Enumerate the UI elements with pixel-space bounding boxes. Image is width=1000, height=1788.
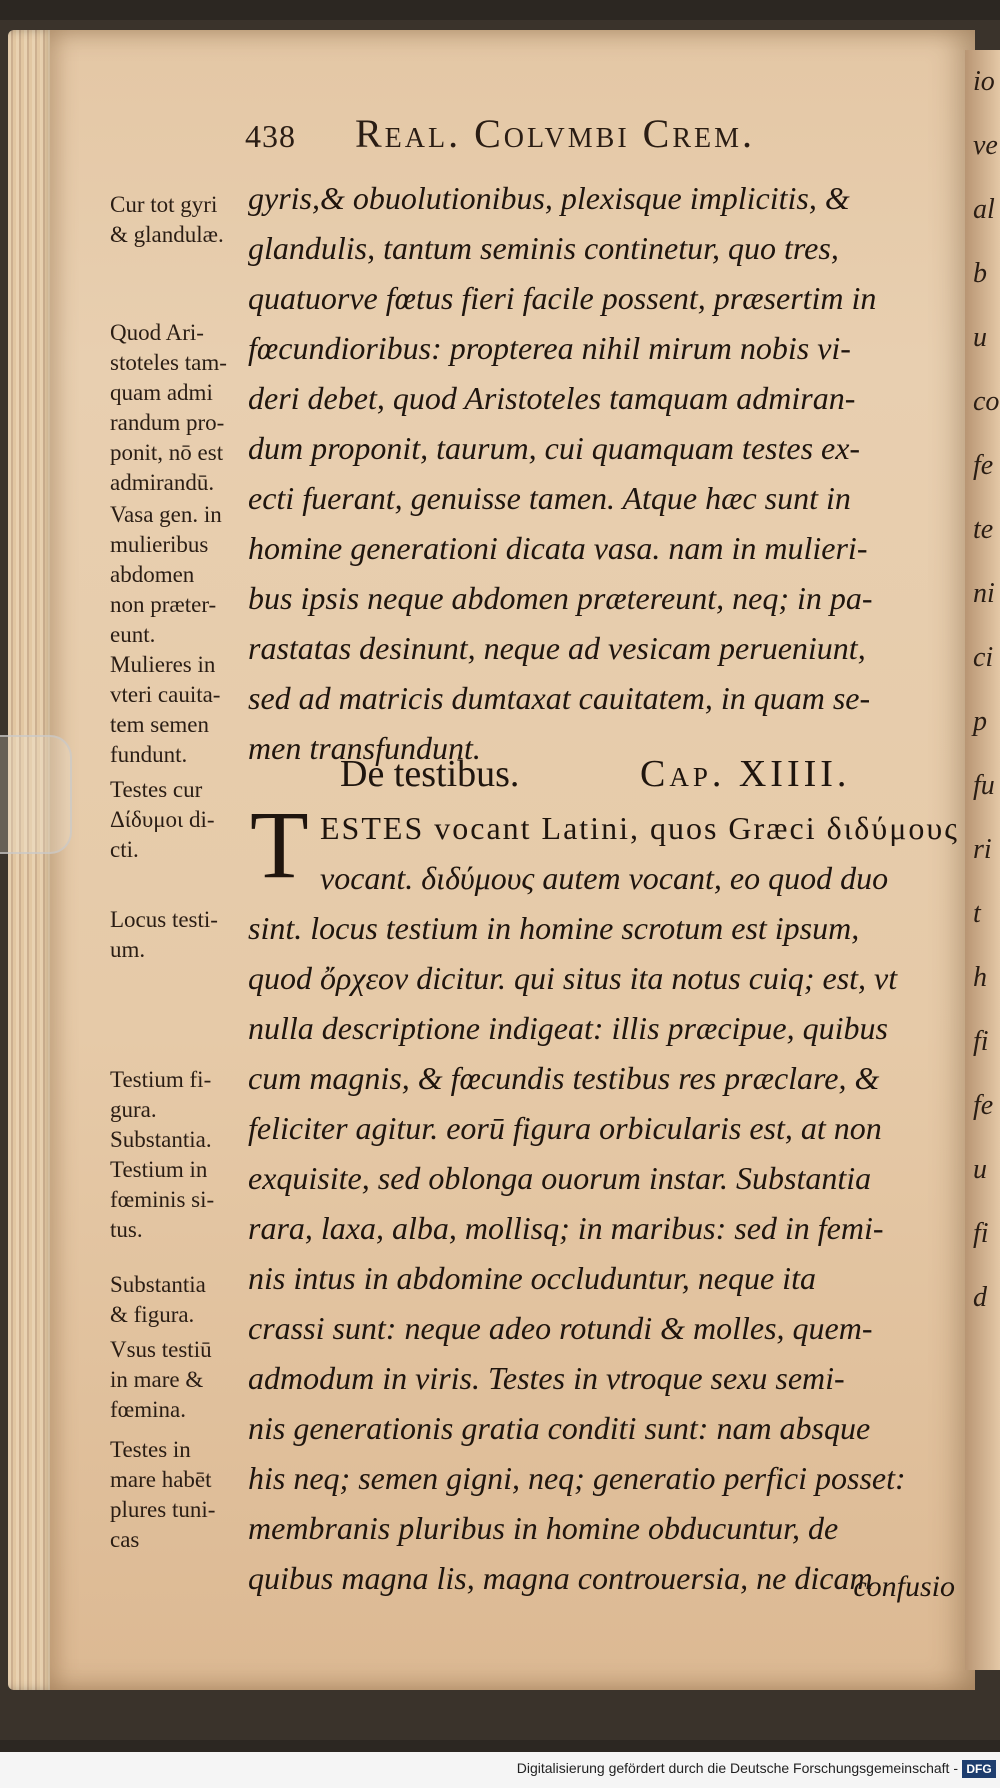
margin-note: Testium in fœminis si- tus. [110, 1157, 215, 1242]
running-title: Real. Colvmbi Crem. [355, 111, 756, 156]
text-line: glandulis, tantum seminis continetur, quo tres, [248, 230, 839, 266]
text-line: bus ipsis neque abdomen prætereunt, neq; in pa- [248, 580, 873, 616]
margin-note: Testes in mare habēt plures tuni- cas [110, 1437, 216, 1552]
next-page-fragment: al [973, 194, 995, 225]
page-number: 438 [245, 118, 296, 154]
next-page-edge [965, 50, 1000, 1670]
next-page-fragment: u [973, 322, 987, 353]
text-line: sed ad matricis dumtaxat cauitatem, in quam se- [248, 680, 871, 716]
text-line: quibus magna lis, magna controuersia, ne dicam [248, 1560, 873, 1596]
text-line: feliciter agitur. eorū figura orbicularis est, at non [248, 1110, 882, 1146]
margin-note: Testes cur Δίδυμοι di- cti. [110, 777, 215, 862]
text-line: quod ὄρχεον dicitur. qui situs ita notus cuiq; est, vt [248, 960, 898, 996]
margin-note: Quod Ari- stoteles tam- quam admi randum pro- ponit, nō est admirandū. [110, 320, 227, 495]
next-page-fragment: te [973, 514, 994, 545]
next-page-fragment: t [973, 898, 981, 929]
next-page-fragment: h [973, 962, 987, 993]
margin-note: Vasa gen. in mulieribus abdomen non præter- eunt. [110, 502, 222, 647]
margin-note: Substantia. [110, 1127, 212, 1152]
next-page-fragment: fe [973, 1090, 994, 1121]
margin-note: Testium fi- gura. [110, 1067, 212, 1122]
next-page-fragment: b [973, 258, 987, 289]
next-page-fragment: u [973, 1154, 987, 1185]
text-line: admodum in viris. Testes in vtroque sexu semi- [248, 1360, 845, 1396]
margin-note: Locus testi- um. [110, 907, 218, 962]
text-line: gyris,& obuolutionibus, plexisque implicitis, & [248, 180, 850, 216]
text-line: crassi sunt: neque adeo rotundi & molles, quem- [248, 1310, 873, 1346]
text-line: ESTES vocant Latini, quos Græci διδύμους [320, 810, 959, 846]
chapter-heading [340, 752, 900, 802]
next-page-fragment: fe [973, 450, 994, 481]
catchword: confusio [853, 1570, 955, 1603]
text-line: nulla descriptione indigeat: illis præcipue, quibus [248, 1010, 888, 1046]
next-page-fragment: io [973, 66, 995, 97]
margin-note: Vsus testiū in mare & fœmina. [110, 1337, 212, 1422]
page-fore-edge [8, 30, 56, 1690]
text-line: vocant. διδύμους autem vocant, eo quod duo [320, 860, 889, 896]
margin-note: Substantia & figura. [110, 1272, 206, 1327]
text-line: rastatas desinunt, neque ad vesicam perueniunt, [248, 630, 866, 666]
text-line: homine generationi dicata vasa. nam in mulieri- [248, 530, 868, 566]
next-page-fragment: ni [973, 578, 995, 609]
next-page-fragment: fi [973, 1218, 989, 1249]
text-line: sint. locus testium in homine scrotum est ipsum, [248, 910, 860, 946]
dfg-logo: DFG [962, 1760, 996, 1778]
text-line: exquisite, sed oblonga ouorum instar. Substantia [248, 1160, 872, 1196]
chapter-title: De testibus. [340, 753, 520, 795]
margin-note: Mulieres in vteri cauita- tem semen fundunt. [110, 652, 221, 767]
page-header [245, 110, 905, 160]
drop-cap: T [250, 791, 309, 898]
next-page-fragment: fi [973, 1026, 989, 1057]
text-line: men transfundunt. [248, 730, 481, 766]
text-line: deri debet, quod Aristoteles tamquam admiran- [248, 380, 856, 416]
next-page-fragment: ci [973, 642, 994, 673]
text-line: membranis pluribus in homine obducuntur, de [248, 1510, 839, 1546]
next-page-fragment: fu [973, 770, 995, 801]
text-line: quatuorve fœtus fieri facile possent, præsertim in [248, 280, 877, 316]
text-line: rara, laxa, alba, mollisq; in maribus: sed in femi- [248, 1210, 884, 1246]
next-page-fragment: ve [973, 130, 998, 161]
text-line: nis intus in abdomine occluduntur, neque ita [248, 1260, 816, 1296]
text-line: cum magnis, & fœcundis testibus res præclare, & [248, 1060, 880, 1096]
digitization-footer [0, 1752, 1000, 1788]
chapter-number: Cap. XIIII. [640, 753, 851, 795]
text-line: dum proponit, taurum, cui quamquam testes ex- [248, 430, 861, 466]
next-page-fragment: d [973, 1282, 987, 1313]
funding-credit: Digitalisierung gefördert durch die Deutsche Forschungsgemeinschaft - [516, 1760, 958, 1776]
next-page-fragment: ri [973, 834, 992, 865]
next-page-fragment: co [973, 386, 1000, 417]
text-line: nis generationis gratia conditi sunt: nam absque [248, 1410, 871, 1446]
margin-note: Cur tot gyri & glandulæ. [110, 192, 224, 247]
next-page-fragment: p [973, 706, 987, 737]
text-line: ecti fuerant, genuisse tamen. Atque hæc sunt in [248, 480, 851, 516]
text-line: his neq; semen gigni, neq; generatio perfici posset: [248, 1460, 906, 1496]
page-clip [0, 735, 72, 854]
text-line: fœcundioribus: propterea nihil mirum nobis vi- [248, 330, 851, 366]
